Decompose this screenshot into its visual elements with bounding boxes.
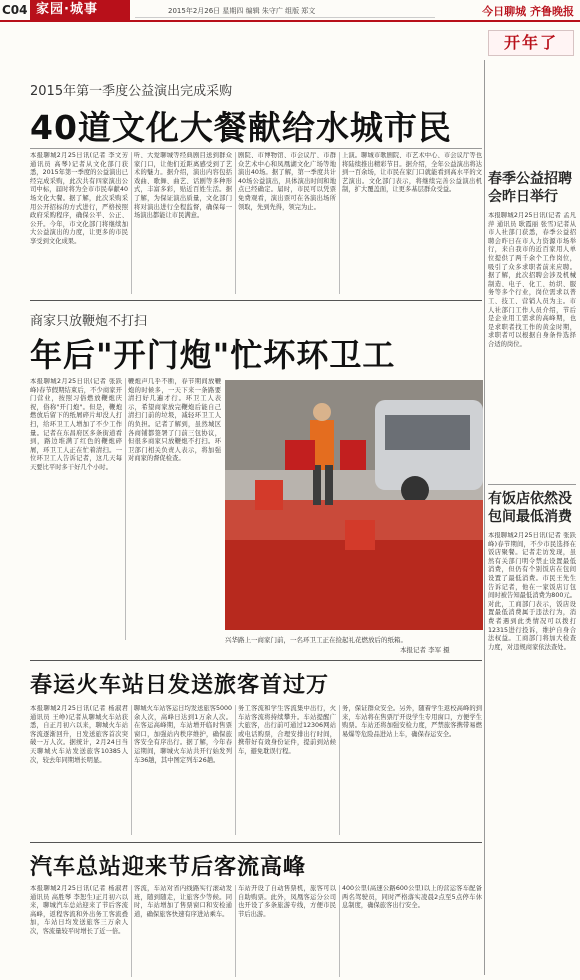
photo-credit: 本报记者 李军 摄 (400, 646, 450, 654)
story1-column: 本报聊城2月25日讯(记者 李文芳 通讯员 高琴)记者从文化部门获悉，2015年第一季度的公益演出已经完成采购，此次共有四家演出公司中标，届时将为全市市民奉献40场文化大餐。据了解，此次采购采用公开招标的方式进行，严格按照政府采购程序，确保公平、公正、公开。今年，市文化部门将继续加大公益演出的力度，让更多的市民享受到文化成果。 (30, 152, 128, 245)
street-scene-photo (225, 380, 483, 630)
story1-column: 剧院、市博物馆、市会议厅、市群众艺术中心和凤凰湖文化广场等地演出40场。据了解，第一季度共计40场公益演出，具体演出时间和地点已经确定。届时，市民可以凭票免费观看，演出票可在各演出场所领取，先到先得，领完为止。 (238, 152, 336, 211)
page-number: C04 (2, 3, 28, 17)
story2-headline: 年后"开门炮"忙坏环卫工 (30, 336, 396, 374)
spring-mark: 开年了 (488, 30, 574, 56)
story1-column: 听、大爱聊城等经典剧目送到群众家门口，让他们近距离感受到了艺术的魅力。据介绍，演出内容包括戏曲、歌舞、曲艺、话剧等多种形式，丰富多彩，贴近百姓生活。据了解，为保证演出质量，文化部门将对演出进行全程监督，确保每一场演出都能让市民满意。 (134, 152, 232, 220)
divider (125, 378, 126, 640)
divider (235, 705, 236, 835)
divider (235, 152, 236, 294)
divider (131, 152, 132, 294)
story4-column: 车站开设了自动售票机，旅客可以自助购票。此外，凤凰客运分公司也开设了多条旅游专线，方便市民节后出游。 (238, 885, 336, 918)
divider (30, 660, 482, 661)
sidebar-headline: 有饭店依然没包间最低消费 (488, 491, 572, 525)
sidebar-headline: 春季公益招聘会昨日举行 (488, 171, 572, 205)
sidebar-column: 本报聊城2月25日讯(记者 孟凡萍 通讯员 耿霞丽 张雪)记者从市人社部门获悉，春季公益招聘会昨日在市人力资源市场举行，来自我市的近百家用人单位提供了两千余个工作岗位，吸引了众多求职者前来应聘。据了解，此次招聘会涉及机械制造、电子、化工、纺织、服务等多个行业，岗位需求以普工、技工、营销人员为主。市人社部门工作人员介绍，节后是企业用工需求的高峰期，也是求职者找工作的黄金时期，求职者可以根据自身条件选择合适的岗位。 (488, 212, 576, 348)
story3-column: 务工客流和学生客流集中出行，火车站客流将持续攀升。车站提醒广大旅客，出行前可通过12306网站或电话购票，合理安排出行时间，携带好有效身份证件，提前到站候车，避免耽误行程。 (238, 705, 336, 755)
divider (30, 300, 482, 301)
divider (484, 60, 485, 975)
news-photo (225, 380, 483, 630)
story4-column: 本报聊城2月25日讯(记者 杨淑君 通讯员 高胜琴 李恕生)正月初六以来，聊城汽车总站迎来了节后客流高峰，返程客流和外出务工客流叠加，车站日均发送旅客三万余人次，客流量较平时增长了近一倍。 (30, 885, 128, 935)
divider (30, 842, 482, 843)
divider (235, 885, 236, 977)
story3-column: 本报聊城2月25日讯(记者 杨淑君 通讯员 王峥)记者从聊城火车站获悉，自正月初六以来，聊城火车站客流逐渐回升，日发送旅客首次突破一万人次。据统计，2月24日当天聊城火车站发送旅客10385人次，较去年同期增长明显。 (30, 705, 128, 764)
story3-headline: 春运火车站日发送旅客首过万 (30, 673, 330, 698)
divider (30, 148, 482, 149)
story1-headline: 40道文化大餐献给水城市民 (30, 108, 452, 147)
newspaper-brand: 今日聊城 齐鲁晚报 (482, 5, 574, 18)
story2-column: 鞭炮声几乎不断，春节期间放鞭炮的时候多，一天下来一条路要清扫好几遍才行。环卫工人表示，希望商家放完鞭炮后能自己清扫门前的垃圾，减轻环卫工人的负担。记者了解到，虽然城区各商铺都签署了门前三包协议，但很多商家只放鞭炮不打扫。环卫部门相关负责人表示，将加强对商家的督促检查。 (128, 378, 221, 463)
story1-column: 上演。聊城市歌剧院、市艺术中心、市会议厅等也将陆续推出精彩节目。据介绍，全年公益演出将达到一百余场，让市民在家门口就能看到高水平的文艺演出。文化部门表示，将继续完善公益演出机制，扩大覆盖面，让更多基层群众受益。 (342, 152, 482, 194)
story4-headline: 汽车总站迎来节后客流高峰 (30, 855, 307, 880)
divider (488, 484, 576, 485)
story4-column: 400公里(高速公路600公里)以上的营运客车配备两名驾驶员，同时严格落实凌晨2点至5点停车休息制度，确保旅客出行安全。 (342, 885, 482, 910)
divider (131, 885, 132, 977)
section-title: 家园·城事 (30, 0, 130, 20)
divider (339, 885, 340, 977)
divider (131, 705, 132, 835)
divider (339, 152, 340, 294)
sidebar-column: 本报聊城2月25日讯(记者 张跃峰)春节期间，不少市民选择在饭店聚餐。记者走访发现，虽然有关部门明令禁止设置最低消费，但仍有个别饭店在包间设置了最低消费。市民王先生告诉记者，他在一家饭店订包间时被告知最低消费为800元。对此，工商部门表示，饭店设置最低消费属于违法行为，消费者遇到此类情况可以拨打12315进行投诉，维护自身合法权益。工商部门将加大检查力度，对违规商家依法查处。 (488, 532, 576, 651)
photo-caption: 兴华路上一商家门前，一名环卫工正在捡起礼花燃放后的纸箱。 (225, 636, 407, 644)
masthead (0, 0, 580, 22)
divider (339, 705, 340, 835)
story4-column: 客流，车站对省内线路实行滚动发班，随到随走，让旅客少等候。同时，车站增加了售票窗口和安检通道，确保旅客快速有序进站乘车。 (134, 885, 232, 918)
story1-kicker: 2015年第一季度公益演出完成采购 (30, 84, 233, 99)
edition-info: 2015年2月26日 星期四 编辑 朱守广 组版 郑文 (168, 7, 316, 15)
story2-kicker: 商家只放鞭炮不打扫 (30, 314, 148, 329)
story3-column: 聊城火车站客运日均发送旅客5000余人次，高峰日达到1万余人次。在客运高峰期，车站增开临时售票窗口，加强站内秩序维护，确保旅客安全有序出行。据了解，今年春运期间，聊城火车站共开行始发列车36趟，其中图定列车26趟。 (134, 705, 232, 764)
story3-column: 务，保证群众安全。另外，随着学生返校高峰的到来，车站将在售票厅开设学生专用窗口，方便学生购票。车站还将加强安检力度，严禁旅客携带易燃易爆等危险品进站上车，确保春运安全。 (342, 705, 482, 738)
story2-column: 本报聊城2月25日讯(记者 张跃峰)春节假期结束后，不少商家开门营业，按照习俗燃放鞭炮庆祝，俗称"开门炮"。但是，鞭炮燃放后留下的纸屑碎片却没人打扫，给环卫工人增加了不少工作量。记者在东昌府区多条街道看到，路边堆满了红色的鞭炮碎屑，环卫工人正在忙着清扫。一位环卫工人告诉记者，这几天每天要比平时多干好几个小时。 (30, 378, 122, 471)
